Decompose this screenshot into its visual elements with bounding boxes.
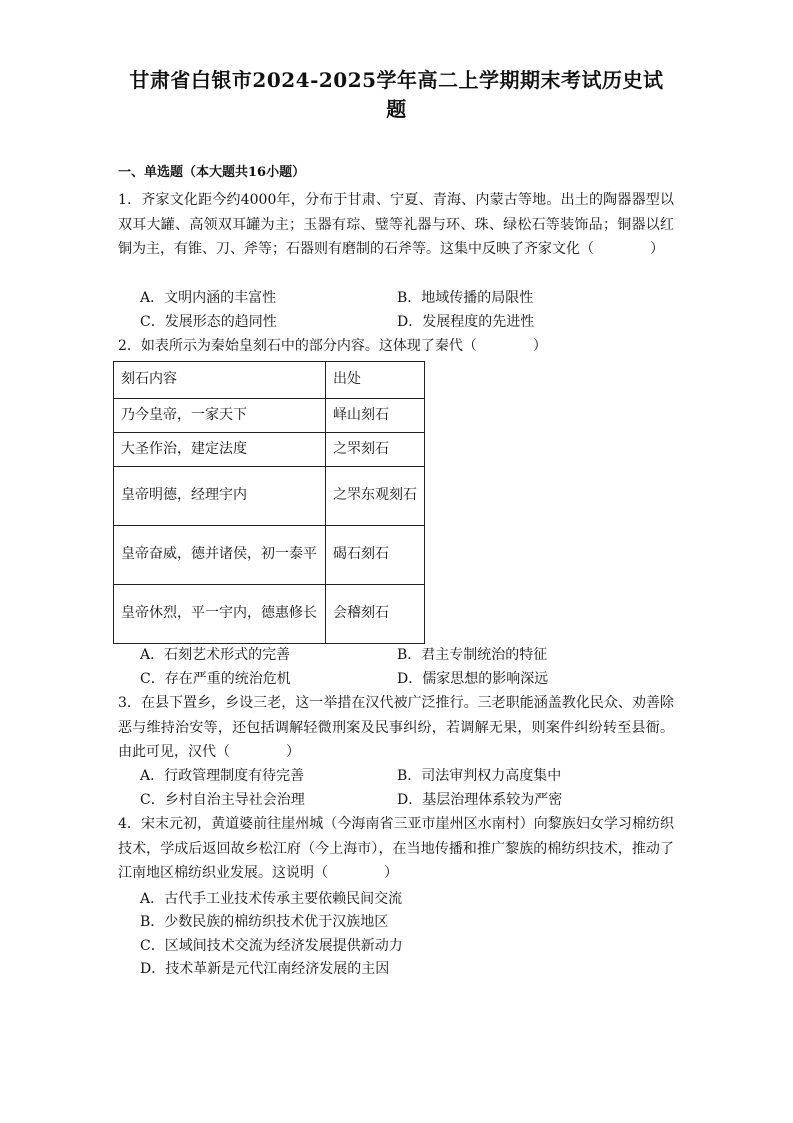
title-line-1: 甘肃省白银市2024-2025学年高二上学期期末考试历史试 — [129, 68, 664, 92]
q1-option-c: C．发展形态的趋同性 — [140, 314, 277, 330]
q4-option-c: C．区域间技术交流为经济发展提供新动力 — [140, 938, 403, 954]
table-cell: 皇帝奋威，德并诸侯，初一泰平 — [114, 526, 326, 585]
table-header-row — [114, 362, 425, 399]
q2-option-d: D．儒家思想的影响深远 — [397, 671, 549, 687]
table-row — [114, 585, 425, 644]
table-row — [114, 399, 425, 433]
q1-option-d: D．发展程度的先进性 — [397, 314, 535, 330]
q3-option-c: C．乡村自治主导社会治理 — [140, 792, 305, 808]
table-cell: 之罘东观刻石 — [326, 467, 425, 526]
question-2-stem: 2．如表所示为秦始皇刻石中的部分内容。这体现了秦代（ ） — [118, 338, 547, 354]
q4-option-d: D．技术革新是元代江南经济发展的主因 — [140, 961, 390, 977]
q2-option-a: A．石刻艺术形式的完善 — [140, 647, 291, 663]
q1-option-b: B．地域传播的局限性 — [397, 290, 534, 306]
question-4-stem: 4．宋末元初，黄道婆前往崖州城（今海南省三亚市崖州区水南村）向黎族妇女学习棉纺织技术，学成后返回故乡松江府（今上海市），在当地传播和推广黎族的棉纺织技术，推动了江南地区棉纺织业发展。这说明（ ） — [118, 816, 674, 881]
q4-option-b: B．少数民族的棉纺织技术优于汉族地区 — [140, 914, 389, 930]
table-cell: 大圣作治，建定法度 — [114, 433, 326, 467]
question-1-stem: 1．齐家文化距今约4000年，分布于甘肃、宁夏、青海、内蒙古等地。出土的陶器器型以双耳大罐、高领双耳罐为主；玉器有琮、璧等礼器与环、珠、绿松石等装饰品；铜器以红铜为主，有锥、刀、斧等；石器则有磨制的石斧等。这集中反映了齐家文化（ ） — [118, 192, 674, 257]
q4-option-a: A．古代手工业技术传承主要依赖民间交流 — [140, 891, 403, 907]
table-cell: 碣石刻石 — [326, 526, 425, 585]
q3-option-b: B．司法审判权力高度集中 — [397, 768, 562, 784]
table-cell: 皇帝明德，经理宇内 — [114, 467, 326, 526]
table-cell: 皇帝休烈，平一宇内，德惠修长 — [114, 585, 326, 644]
q3-option-d: D．基层治理体系较为严密 — [397, 792, 563, 808]
q2-option-c: C．存在严重的统治危机 — [140, 671, 291, 687]
inscription-table — [113, 361, 425, 644]
table-header-cell: 出处 — [326, 362, 425, 399]
table-row — [114, 526, 425, 585]
table-header-cell: 刻石内容 — [114, 362, 326, 399]
table-row — [114, 433, 425, 467]
table-row — [114, 467, 425, 526]
question-3-stem: 3．在县下置乡，乡设三老，这一举措在汉代被广泛推行。三老职能涵盖教化民众、劝善除恶与维持治安等，还包括调解轻微刑案及民事纠纷，若调解无果，则案件纠纷转至县衙。由此可见，汉代（ ） — [118, 695, 674, 760]
exam-title — [100, 66, 693, 124]
table-cell: 峄山刻石 — [326, 399, 425, 433]
q2-option-b: B．君主专制统治的特征 — [397, 647, 548, 663]
q3-option-a: A．行政管理制度有待完善 — [140, 768, 305, 784]
q1-option-a: A．文明内涵的丰富性 — [140, 290, 277, 306]
table-cell: 会稽刻石 — [326, 585, 425, 644]
title-line-2: 题 — [386, 97, 407, 121]
section-heading: 一、单选题（本大题共16小题） — [118, 165, 306, 180]
table-cell: 之罘刻石 — [326, 433, 425, 467]
table-cell: 乃今皇帝，一家天下 — [114, 399, 326, 433]
